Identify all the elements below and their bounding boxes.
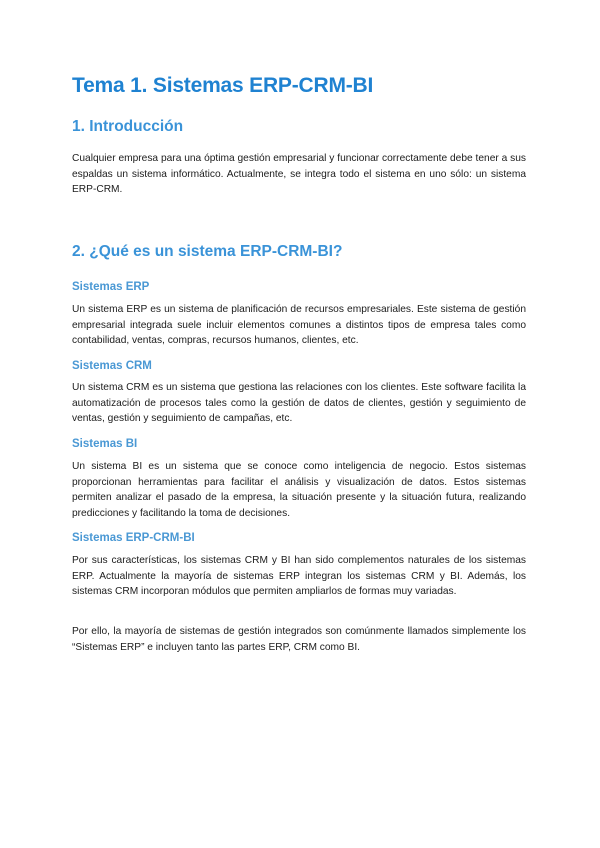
paragraph-erp-crm-bi-2: Por ello, la mayoría de sistemas de gestión integrados son comúnmente llamados simplemente los “Sistemas ERP” e incluyen tanto las partes ERP, CRM como BI. <box>72 626 526 653</box>
subheading-sistemas-erp: Sistemas ERP <box>72 281 150 293</box>
paragraph-sistemas-erp: Un sistema ERP es un sistema de planificación de recursos empresariales. Este sistema de gestión empresarial integrada suele incluir elementos comunes a distintos tipos de empresa tales como contabilidad, ventas, compras, recursos humanos, clientes, etc. <box>72 304 526 346</box>
section-heading-introduccion: 1. Introducción <box>72 118 184 135</box>
subheading-sistemas-erp-crm-bi: Sistemas ERP-CRM-BI <box>72 532 195 544</box>
page-title: Tema 1. Sistemas ERP-CRM-BI <box>72 74 374 97</box>
subheading-sistemas-bi: Sistemas BI <box>72 438 138 450</box>
paragraph-erp-crm-bi-1: Por sus características, los sistemas CRM y BI han sido complementos naturales de los sistemas ERP. Actualmente la mayoría de sistemas ERP integran los sistemas CRM y BI. Además, los sistemas CRM incorporan módulos que permiten ampliarlos de formas muy variadas. <box>72 555 526 597</box>
paragraph-introduccion: Cualquier empresa para una óptima gestión empresarial y funcionar correctamente debe tener a sus espaldas un sistema informático. Actualmente, se integra todo el sistema en uno sólo: un sistema ERP-CRM. <box>72 153 526 195</box>
subheading-sistemas-crm: Sistemas CRM <box>72 360 152 372</box>
section-heading-que-es: 2. ¿Qué es un sistema ERP-CRM-BI? <box>72 243 343 260</box>
paragraph-sistemas-bi: Un sistema BI es un sistema que se conoce como inteligencia de negocio. Estos sistemas proporcionan herramientas para facilitar el análisis y visualización de datos. Estos sistemas permiten analizar el pasado de la empresa, la situación presente y la situación futura, realizando predicciones y facilitando la toma de decisiones. <box>72 461 526 519</box>
paragraph-sistemas-crm: Un sistema CRM es un sistema que gestiona las relaciones con los clientes. Este software facilita la automatización de procesos tales como la gestión de datos de clientes, gestión y seguimiento de ventas, gestión y seguimiento de campañas, etc. <box>72 382 526 424</box>
